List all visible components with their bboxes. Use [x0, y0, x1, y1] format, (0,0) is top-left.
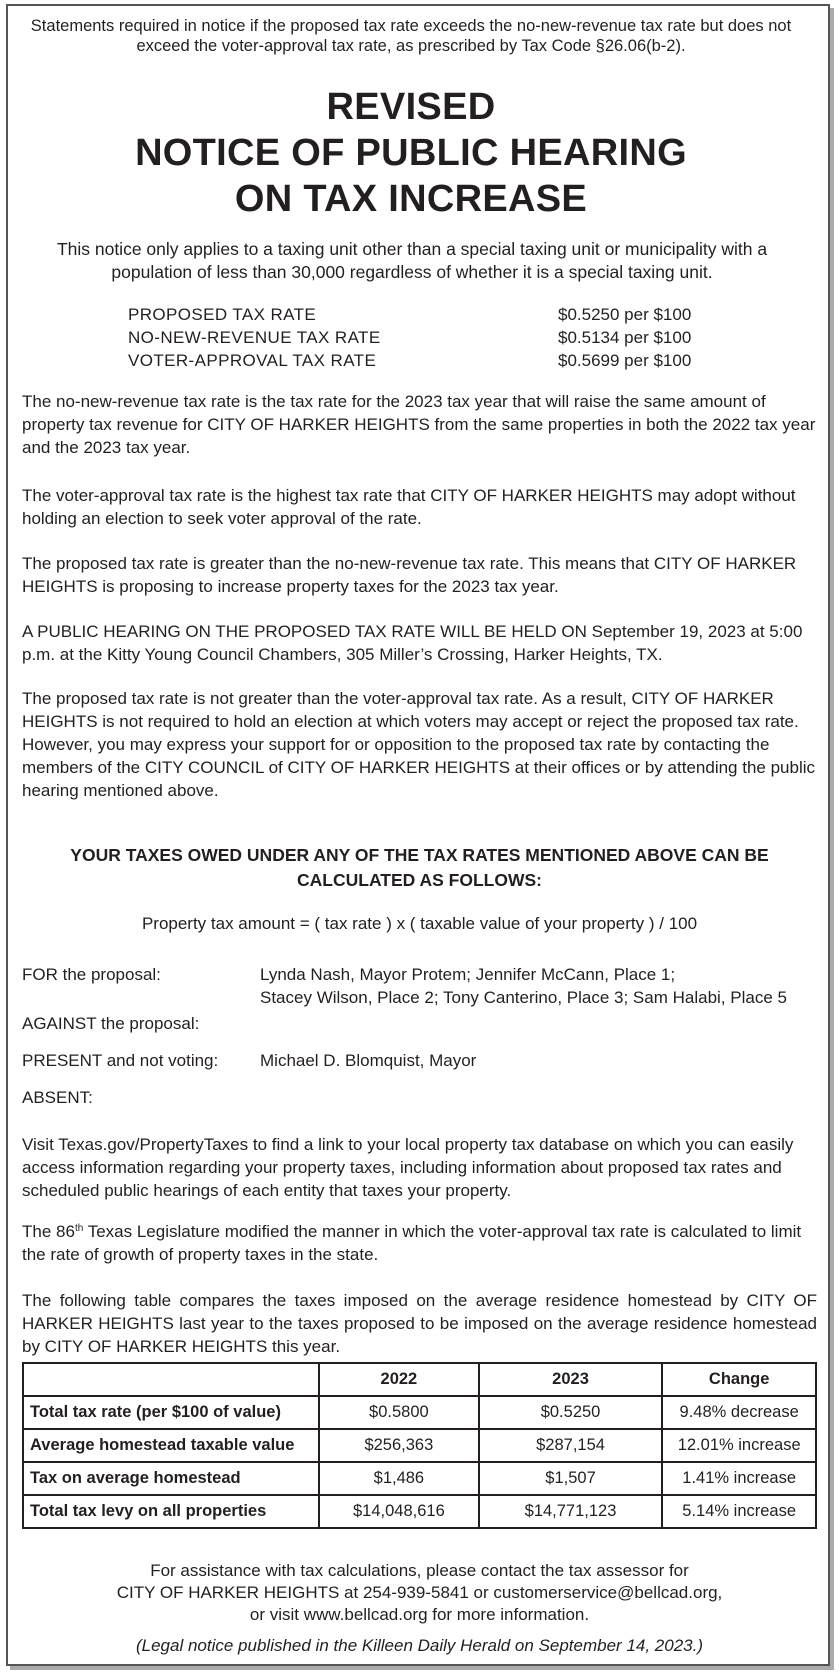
vote-present-names: Michael D. Blomquist, Mayor	[260, 1051, 477, 1070]
taxes-owed-heading: YOUR TAXES OWED UNDER ANY OF THE TAX RATES MENTIONED ABOVE CAN BE CALCULATED AS FOLLOWS:	[70, 845, 769, 890]
table-cell: $0.5800	[319, 1396, 479, 1429]
statutory-statement: Statements required in notice if the proposed tax rate exceeds the no-new-revenue tax rate but does not exceed the voter-approval tax rate, as prescribed by Tax Code §26.06(b-2).	[30, 17, 792, 55]
title-line-increase: ON TAX INCREASE	[234, 178, 588, 220]
assistance-line: For assistance with tax calculations, please contact the tax assessor for	[150, 1561, 689, 1580]
table-row-label: Total tax levy on all properties	[23, 1495, 319, 1528]
vote-for-label: FOR the proposal:	[22, 965, 161, 984]
rate-greater-paragraph: The proposed tax rate is greater than the no-new-revenue tax rate. This means that CITY OF HARKER HEIGHTS is proposing to increase property taxes for the 2023 tax year.	[22, 554, 797, 596]
tax-rates-list	[128, 303, 718, 372]
title-line-revised: REVISED	[326, 86, 496, 128]
table-header-2022: 2022	[319, 1363, 479, 1396]
table-cell: 1.41% increase	[662, 1462, 816, 1495]
tax-formula: Property tax amount = ( tax rate ) x ( taxable value of your property ) / 100	[141, 914, 698, 933]
legislature-text-end: Texas Legislature modified the manner in which the voter-approval tax rate is calculated to limit the rate of growth of property taxes in the state.	[22, 1222, 802, 1264]
assistance-line: CITY OF HARKER HEIGHTS at 254-939-5841 or customerservice@bellcad.org,	[116, 1583, 723, 1602]
table-intro-paragraph: The following table compares the taxes imposed on the average residence homestead by CITY OF HARKER HEIGHTS last year to the taxes proposed to be imposed on the average residence homestead by CITY OF HARKER HEIGHTS this year.	[22, 1291, 817, 1356]
rate-row-voter-approval	[128, 349, 718, 372]
table-cell: $1,507	[479, 1462, 663, 1495]
table-header-row	[23, 1363, 816, 1396]
applicability-statement: This notice only applies to a taxing unit other than a special taxing unit or municipality with a population of less than 30,000 regardless of whether it is a special taxing unit.	[56, 239, 768, 282]
vote-for-names-line: Stacey Wilson, Place 2; Tony Canterino, Place 3; Sam Halabi, Place 5	[260, 988, 787, 1007]
public-hearing-paragraph: A PUBLIC HEARING ON THE PROPOSED TAX RATE WILL BE HELD ON September 19, 2023 at 5:00 p.m. at the Kitty Young Council Chambers, 305 Miller’s Crossing, Harker Heights, TX.	[22, 622, 803, 664]
vote-against-label: AGAINST the proposal:	[22, 1014, 200, 1033]
table-row	[23, 1396, 816, 1429]
tax-comparison-table	[22, 1362, 817, 1529]
table-cell: $1,486	[319, 1462, 479, 1495]
title-line-notice: NOTICE OF PUBLIC HEARING	[135, 132, 687, 174]
vote-present-label: PRESENT and not voting:	[22, 1051, 219, 1070]
visit-paragraph: Visit Texas.gov/PropertyTaxes to find a link to your local property tax database on which you can easily access information regarding your property taxes, including information about proposed tax rates and scheduled public hearings of each entity that taxes your property.	[22, 1135, 794, 1200]
table-row-label: Total tax rate (per $100 of value)	[23, 1396, 319, 1429]
rate-label: PROPOSED TAX RATE	[128, 305, 317, 324]
table-row	[23, 1462, 816, 1495]
table-cell: 9.48% decrease	[662, 1396, 816, 1429]
rate-value: $0.5699 per $100	[558, 351, 692, 370]
rate-value: $0.5250 per $100	[558, 305, 692, 324]
ordinal-suffix: th	[74, 1223, 84, 1234]
table-row-label: Average homestead taxable value	[23, 1429, 319, 1462]
rate-row-proposed	[128, 303, 718, 326]
table-cell: 5.14% increase	[662, 1495, 816, 1528]
table-cell: $0.5250	[479, 1396, 663, 1429]
no-new-revenue-paragraph: The no-new-revenue tax rate is the tax rate for the 2023 tax year that will raise the same amount of property tax revenue for CITY OF HARKER HEIGHTS from the same properties in both the 2022 tax year and the 2023 tax year.	[22, 392, 816, 457]
legal-notice-footer: (Legal notice published in the Killeen Daily Herald on September 14, 2023.)	[135, 1636, 704, 1655]
rate-value: $0.5134 per $100	[558, 328, 692, 347]
table-cell: 12.01% increase	[662, 1429, 816, 1462]
table-header-2023: 2023	[479, 1363, 663, 1396]
table-cell: $287,154	[479, 1429, 663, 1462]
legislature-text-start: The 86	[22, 1222, 75, 1241]
table-cell: $14,048,616	[319, 1495, 479, 1528]
vote-for-names-line: Lynda Nash, Mayor Protem; Jennifer McCann, Place 1;	[260, 965, 676, 984]
legislature-paragraph	[22, 1220, 817, 1266]
table-row	[23, 1429, 816, 1462]
table-row-label: Tax on average homestead	[23, 1462, 319, 1495]
rate-label: VOTER-APPROVAL TAX RATE	[128, 351, 377, 370]
table-cell: $14,771,123	[479, 1495, 663, 1528]
table-cell: $256,363	[319, 1429, 479, 1462]
table-row	[23, 1495, 816, 1528]
assistance-line: or visit www.bellcad.org for more information.	[249, 1605, 590, 1624]
rate-label: NO-NEW-REVENUE TAX RATE	[128, 328, 381, 347]
notice-title	[16, 84, 806, 222]
rate-row-no-new-revenue	[128, 326, 718, 349]
assistance-info	[22, 1560, 817, 1626]
vote-for-names	[260, 963, 830, 1009]
voter-approval-paragraph: The voter-approval tax rate is the highest tax rate that CITY OF HARKER HEIGHTS may adopt without holding an election to seek voter approval of the rate.	[22, 486, 796, 528]
vote-absent-label: ABSENT:	[22, 1088, 93, 1107]
table-header-blank	[23, 1363, 319, 1396]
table-header-change: Change	[662, 1363, 816, 1396]
rate-not-greater-paragraph: The proposed tax rate is not greater than the voter-approval tax rate. As a result, CITY OF HARKER HEIGHTS is not required to hold an election at which voters may accept or reject the proposed tax rate. However, you may express your support for or opposition to the proposed tax rate by contacting the members of the CITY COUNCIL of CITY OF HARKER HEIGHTS at their offices or by attending the public hearing mentioned above.	[22, 689, 815, 800]
